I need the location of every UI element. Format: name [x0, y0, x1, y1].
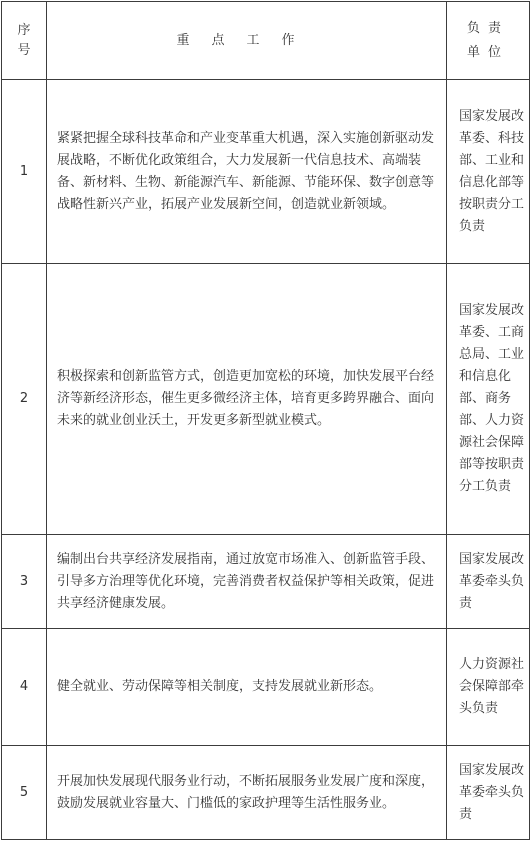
row-unit: 国家发展改革委、科技部、工业和信息化部等按职责分工负责: [447, 80, 530, 264]
row-unit: 国家发展改革委牵头负责: [447, 535, 530, 629]
table-row: [2, 264, 530, 535]
row-work: 积极探索和创新监管方式，创造更加宽松的环境，加快发展平台经济等新经济形态，催生更多微经济主体，培育更多跨界融合、面向未来的就业创业沃土，开发更多新型就业模式。: [47, 264, 447, 535]
header-unit: [447, 2, 530, 80]
row-unit: 国家发展改革委、工商总局、工业和信息化部、商务部、人力资源社会保障部等按职责分工负责: [447, 264, 530, 535]
table-row: [2, 629, 530, 746]
row-work: 健全就业、劳动保障等相关制度，支持发展就业新形态。: [47, 629, 447, 746]
header-work: 重点工作: [47, 2, 447, 80]
header-seq-line2: 号: [17, 42, 31, 58]
table-row: [2, 80, 530, 264]
header-unit-line1: 负责: [466, 20, 509, 36]
row-number: 2: [2, 264, 47, 535]
header-unit-line2: 单位: [466, 44, 509, 60]
row-number: 4: [2, 629, 47, 746]
header-seq: [2, 2, 47, 80]
row-work: 开展加快发展现代服务业行动，不断拓展服务业发展广度和深度，鼓励发展就业容量大、门槛低的家政护理等生活性服务业。: [47, 746, 447, 840]
row-work: 编制出台共享经济发展指南，通过放宽市场准入、创新监管手段、引导多方治理等优化环境，完善消费者权益保护等相关政策，促进共享经济健康发展。: [47, 535, 447, 629]
key-tasks-table: [1, 1, 530, 840]
table-row: [2, 535, 530, 629]
row-unit: 人力资源社会保障部牵头负责: [447, 629, 530, 746]
row-number: 3: [2, 535, 47, 629]
header-seq-line1: 序: [17, 22, 31, 38]
row-unit: 国家发展改革委牵头负责: [447, 746, 530, 840]
table-header-row: [2, 2, 530, 80]
row-work: 紧紧把握全球科技革命和产业变革重大机遇，深入实施创新驱动发展战略，不断优化政策组合，大力发展新一代信息技术、高端装备、新材料、生物、新能源汽车、新能源、节能环保、数字创意等战略性新兴产业，拓展产业发展新空间，创造就业新领域。: [47, 80, 447, 264]
row-number: 5: [2, 746, 47, 840]
row-number: 1: [2, 80, 47, 264]
table-row: [2, 746, 530, 840]
